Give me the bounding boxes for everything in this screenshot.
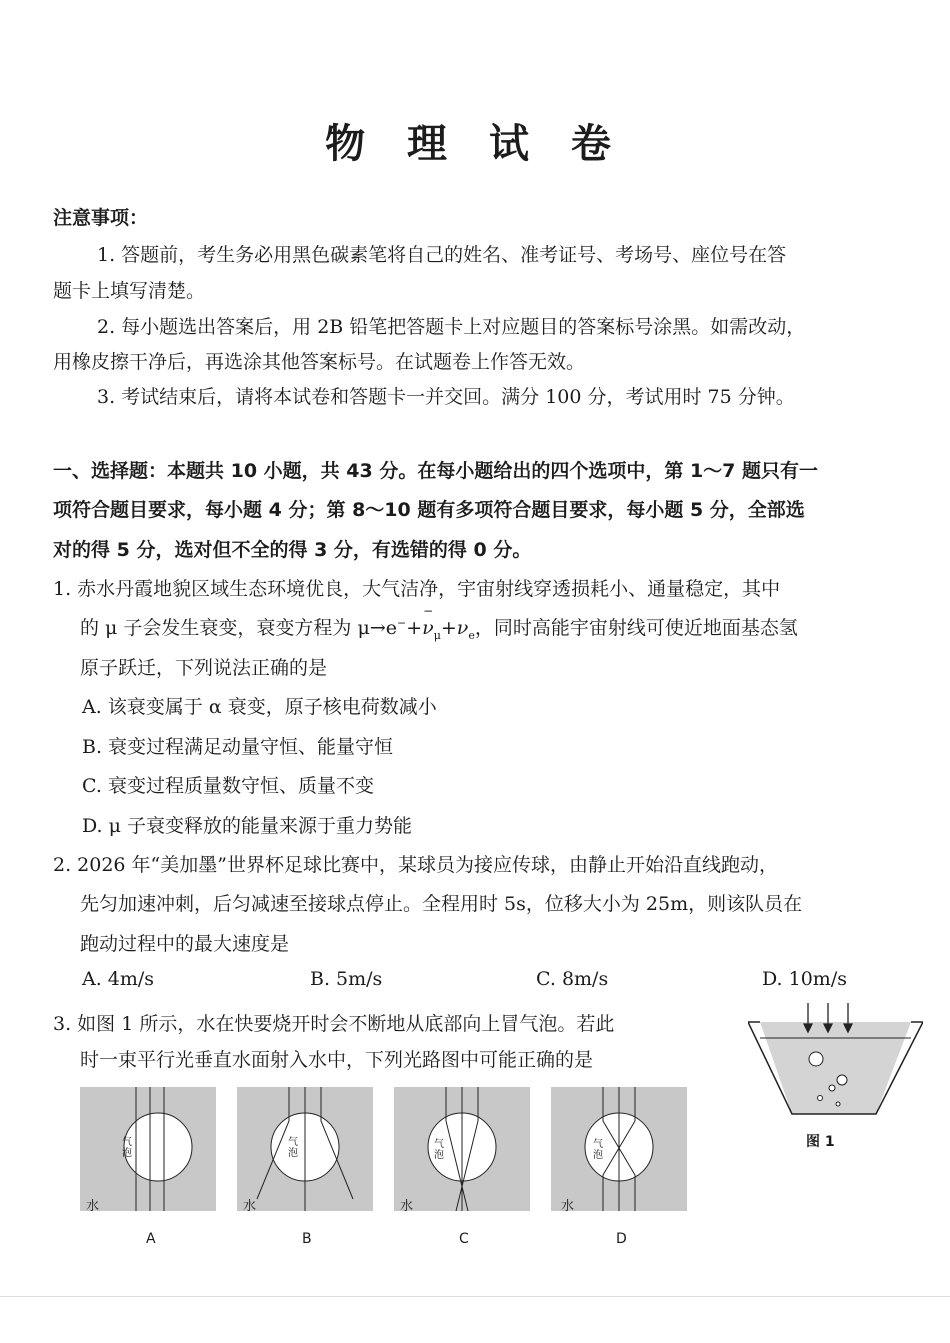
- q3-line1: 3. 如图 1 所示，水在快要烧开时会不断地从底部向上冒气泡。若此: [53, 1013, 615, 1035]
- notice-item-2-line2: 用橡皮擦干净后，再选涂其他答案标号。在试题卷上作答无效。: [53, 351, 586, 373]
- page-bottom-rule: [0, 1296, 950, 1297]
- q3-panel-c-label: C: [459, 1231, 469, 1247]
- q2-option-d: D. 10m/s: [762, 968, 847, 990]
- panel-d-bubble-label: 气泡: [593, 1139, 603, 1161]
- figure-1-beaker: [748, 1000, 923, 1125]
- panel-d-water-label: 水: [561, 1199, 575, 1214]
- panel-a-water-label: 水: [86, 1199, 100, 1214]
- q1-line2-pre: 的 μ 子会发生衰变，衰变方程为: [80, 617, 358, 639]
- notice-item-2-line1: 2. 每小题选出答案后，用 2B 铅笔把答题卡上对应题目的答案标号涂黑。如需改动，: [97, 316, 806, 338]
- notice-item-1-line2: 题卡上填写清楚。: [53, 280, 206, 302]
- q3-panel-d-label: D: [616, 1231, 627, 1247]
- panel-b-bubble-label: 气泡: [288, 1137, 298, 1159]
- section-1-line3: 对的得 5 分，选对但不全的得 3 分，有选错的得 0 分。: [53, 539, 532, 561]
- panel-a-bubble-label: 气泡: [122, 1137, 132, 1159]
- q3-panel-a-label: A: [146, 1231, 156, 1247]
- q1-line2: [80, 604, 798, 642]
- panel-c-bubble-label: 气泡: [434, 1139, 444, 1161]
- section-1-line2: 项符合题目要求，每小题 4 分；第 8～10 题有多项符合题目要求，每小题 5 分，全部选: [53, 499, 805, 521]
- q1-option-b: B. 衰变过程满足动量守恒、能量守恒: [82, 736, 394, 758]
- figure-1-caption: 图 1: [806, 1134, 835, 1150]
- notice-item-3-line1: 3. 考试结束后，请将本试卷和答题卡一并交回。满分 100 分，考试用时 75 分钟。: [97, 386, 795, 408]
- q1-line3: 原子跃迁，下列说法正确的是: [80, 657, 328, 679]
- q3-panel-d: [551, 1087, 687, 1214]
- page-title: 物 理 试 卷: [325, 120, 625, 167]
- q1-option-c: C. 衰变过程质量数守恒、质量不变: [82, 775, 374, 797]
- q1-line2-post: ，同时高能宇宙射线可使近地面基态氢: [474, 617, 798, 639]
- q2-option-c: C. 8m/s: [536, 968, 609, 990]
- q3-panel-b-label: B: [302, 1231, 312, 1247]
- q2-option-b: B. 5m/s: [310, 968, 383, 990]
- q3-panel-a: [80, 1087, 216, 1214]
- q2-option-a: A. 4m/s: [82, 968, 155, 990]
- q3-panel-c: [394, 1087, 530, 1214]
- notice-heading: 注意事项：: [53, 207, 149, 229]
- q1-option-a: A. 该衰变属于 α 衰变，原子核电荷数减小: [82, 696, 437, 718]
- q2-line3: 跑动过程中的最大速度是: [80, 933, 290, 955]
- q3-line2: 时一束平行光垂直水面射入水中，下列光路图中可能正确的是: [80, 1049, 594, 1071]
- q1-option-d: D. μ 子衰变释放的能量来源于重力势能: [82, 815, 413, 837]
- section-1-line1: 一、选择题：本题共 10 小题，共 43 分。在每小题给出的四个选项中，第 1～7 题只有一: [53, 460, 819, 482]
- panel-c-water-label: 水: [400, 1199, 414, 1214]
- panel-b-water-label: 水: [243, 1199, 257, 1214]
- notice-item-1-line1: 1. 答题前，考生务必用黑色碳素笔将自己的姓名、准考证号、考场号、座位号在答: [97, 244, 787, 266]
- q3-panel-b: [237, 1087, 373, 1214]
- q2-line2: 先匀加速冲刺，后匀减速至接球点停止。全程用时 5s，位移大小为 25m，则该队员在: [80, 893, 803, 915]
- q1-equation: μ→e−+ − $\nu_\mu+\nu_e$: [357, 604, 475, 642]
- q1-line1: 1. 赤水丹霞地貌区域生态环境优良，大气洁净，宇宙射线穿透损耗小、通量稳定，其中: [53, 578, 781, 600]
- q2-line1: 2. 2026 年“美加墨”世界杯足球比赛中，某球员为接应传球，由静止开始沿直线跑动，: [53, 854, 778, 876]
